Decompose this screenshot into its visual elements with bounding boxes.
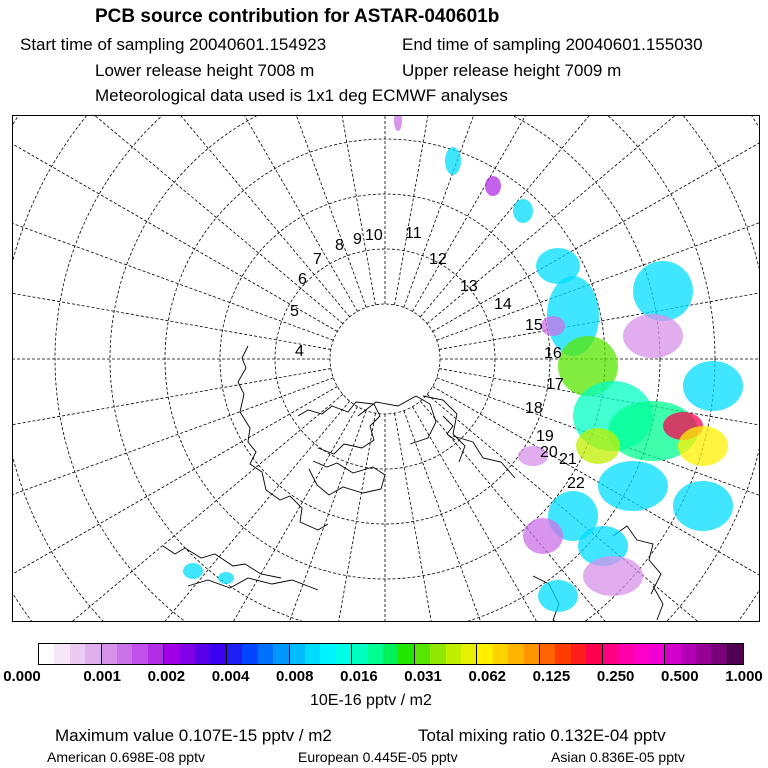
latitude-circle (330, 304, 440, 414)
colorbar-swatch (132, 644, 147, 664)
colorbar-swatch (164, 644, 179, 664)
meridian-line (13, 237, 331, 349)
plume-blob (678, 426, 728, 466)
colorbar-swatch (618, 644, 633, 664)
colorbar-swatch (180, 644, 195, 664)
european-label: European 0.445E-05 pptv (298, 749, 458, 765)
colorbar-swatch (633, 644, 648, 664)
coastline (298, 402, 380, 454)
plume-blob (541, 316, 565, 336)
coastline (238, 346, 328, 530)
start-time-label: Start time of sampling 20040601.154923 (20, 35, 327, 54)
coastline (309, 461, 385, 495)
colorbar-tick-label: 0.125 (532, 668, 571, 685)
meridian-line (13, 120, 333, 341)
latitude-circle (13, 116, 759, 621)
colorbar-tick-label: 0.002 (147, 668, 186, 685)
coastline (453, 436, 515, 478)
colorbar-swatch (493, 644, 508, 664)
colorbar-swatch (446, 644, 461, 664)
plume-blob (183, 563, 203, 579)
concentration-field (183, 116, 743, 612)
asian-label: Asian 0.836E-05 pptv (551, 749, 685, 765)
colorbar-unit-label: 10E-16 pptv / m2 (310, 692, 432, 709)
plume-blob (538, 580, 578, 612)
meridian-line (263, 116, 375, 305)
colorbar-swatch (555, 644, 570, 664)
plume-blob (673, 481, 733, 531)
colorbar-swatch (336, 644, 352, 664)
colorbar-tick-label: 0.062 (468, 668, 507, 685)
colorbar-swatch (415, 644, 430, 664)
meridian-line (13, 116, 343, 324)
colorbar-tick-label: 0.004 (211, 668, 250, 685)
trajectory-hour-label: 9 (353, 231, 362, 248)
plume-blob (394, 116, 402, 131)
colorbar-swatch (681, 644, 696, 664)
colorbar-swatch (665, 644, 680, 664)
trajectory-hour-label: 7 (313, 251, 322, 268)
plume-blob (633, 261, 693, 321)
plume-blob (485, 176, 501, 196)
colorbar-swatch (258, 644, 273, 664)
colorbar-tick-label: 0.250 (596, 668, 635, 685)
trajectory-hour-label: 13 (460, 278, 478, 295)
colorbar-swatch (352, 644, 367, 664)
meridian-line (13, 378, 333, 599)
colorbar-swatch (195, 644, 210, 664)
trajectory-hour-label: 6 (298, 271, 307, 288)
colorbar-swatch (524, 644, 540, 664)
polar-map (12, 115, 760, 622)
colorbar-swatch (430, 644, 445, 664)
meridian-line (35, 116, 358, 311)
meridian-line (13, 116, 337, 332)
met-data-label: Meteorological data used is 1x1 deg ECMWF analyses (95, 86, 508, 105)
trajectory-hour-label: 21 (559, 451, 577, 468)
colorbar-swatch (540, 644, 555, 664)
colorbar-swatch (102, 644, 117, 664)
trajectory-hour-label: 16 (544, 345, 562, 362)
lat-lon-grid (13, 116, 759, 621)
colorbar-tick-label: 0.000 (3, 668, 41, 685)
trajectory-hour-label: 11 (405, 225, 422, 242)
colorbar-swatch (320, 644, 335, 664)
upper-height-label: Upper release height 7009 m (402, 61, 622, 80)
lower-height-label: Lower release height 7008 m (95, 61, 315, 80)
colorbar-swatch (290, 644, 305, 664)
meridian-line (439, 237, 759, 349)
colorbar-swatch (242, 644, 257, 664)
plume-blob (218, 572, 234, 584)
trajectory-hour-label: 10 (365, 227, 383, 244)
trajectory-hour-label: 4 (295, 343, 304, 360)
meridian-line (13, 369, 331, 481)
trajectory-hour-label: 18 (525, 400, 543, 417)
colorbar-swatch (85, 644, 101, 664)
meridian-line (395, 116, 507, 305)
plume-blob (523, 518, 563, 554)
colorbar-swatch (305, 644, 320, 664)
colorbar-tick-label: 0.031 (404, 668, 442, 685)
colorbar-swatch (649, 644, 665, 664)
colorbar-swatch (398, 644, 414, 664)
trajectory-hour-label: 5 (290, 303, 299, 320)
colorbar-swatch (383, 644, 398, 664)
trajectory-hour-label: 14 (494, 296, 512, 313)
colorbar (38, 643, 744, 665)
trajectory-hour-label: 15 (525, 317, 543, 334)
latitude-circle (13, 116, 759, 621)
colorbar-swatch (227, 644, 242, 664)
meridian-line (13, 387, 337, 622)
colorbar-swatch (696, 644, 711, 664)
meridian-line (395, 413, 507, 621)
latitude-circle (165, 139, 605, 579)
colorbar-swatch (711, 644, 727, 664)
total-mixing-label: Total mixing ratio 0.132E-04 pptv (418, 726, 666, 745)
colorbar-swatch (508, 644, 523, 664)
colorbar-tick-label: 1.000 (725, 668, 763, 685)
colorbar-swatch (117, 644, 132, 664)
trajectory-hour-label: 17 (546, 376, 564, 393)
meridian-line (263, 413, 375, 621)
colorbar-tick-label: 0.001 (83, 668, 121, 685)
plume-blob (623, 314, 683, 358)
colorbar-swatch (54, 644, 69, 664)
colorbar-swatch (273, 644, 289, 664)
american-label: American 0.698E-08 pptv (47, 749, 205, 765)
colorbar-swatch (586, 644, 602, 664)
colorbar-tick-label: 0.008 (275, 668, 314, 685)
plume-blob (583, 556, 643, 596)
map-title: PCB source contribution for ASTAR-040601b (95, 6, 500, 27)
colorbar-tick-label: 0.500 (661, 668, 699, 685)
colorbar-swatch (477, 644, 492, 664)
trajectory-hour-label: 8 (335, 237, 344, 254)
plume-blob (576, 428, 620, 464)
colorbar-swatch (210, 644, 226, 664)
colorbar-swatch (39, 644, 54, 664)
colorbar-swatch (148, 644, 164, 664)
coastline (188, 578, 318, 590)
plume-blob (513, 199, 533, 223)
colorbar-swatch (70, 644, 85, 664)
colorbar-swatch (603, 644, 618, 664)
colorbar-swatch (571, 644, 586, 664)
colorbar-swatch (728, 644, 743, 664)
meridian-line (146, 116, 367, 307)
plume-blob (445, 147, 461, 175)
colorbar-swatch (368, 644, 383, 664)
end-time-label: End time of sampling 20040601.155030 (402, 35, 703, 54)
trajectory-hour-label: 12 (429, 251, 447, 268)
colorbar-swatch (461, 644, 477, 664)
plume-blob (598, 461, 668, 511)
plume-blob (683, 361, 743, 411)
trajectory-hour-label: 19 (536, 428, 554, 445)
max-value-label: Maximum value 0.107E-15 pptv / m2 (55, 726, 332, 745)
colorbar-tick-label: 0.016 (340, 668, 378, 685)
trajectory-hour-label: 22 (567, 475, 585, 492)
trajectory-hour-label: 20 (540, 444, 558, 461)
